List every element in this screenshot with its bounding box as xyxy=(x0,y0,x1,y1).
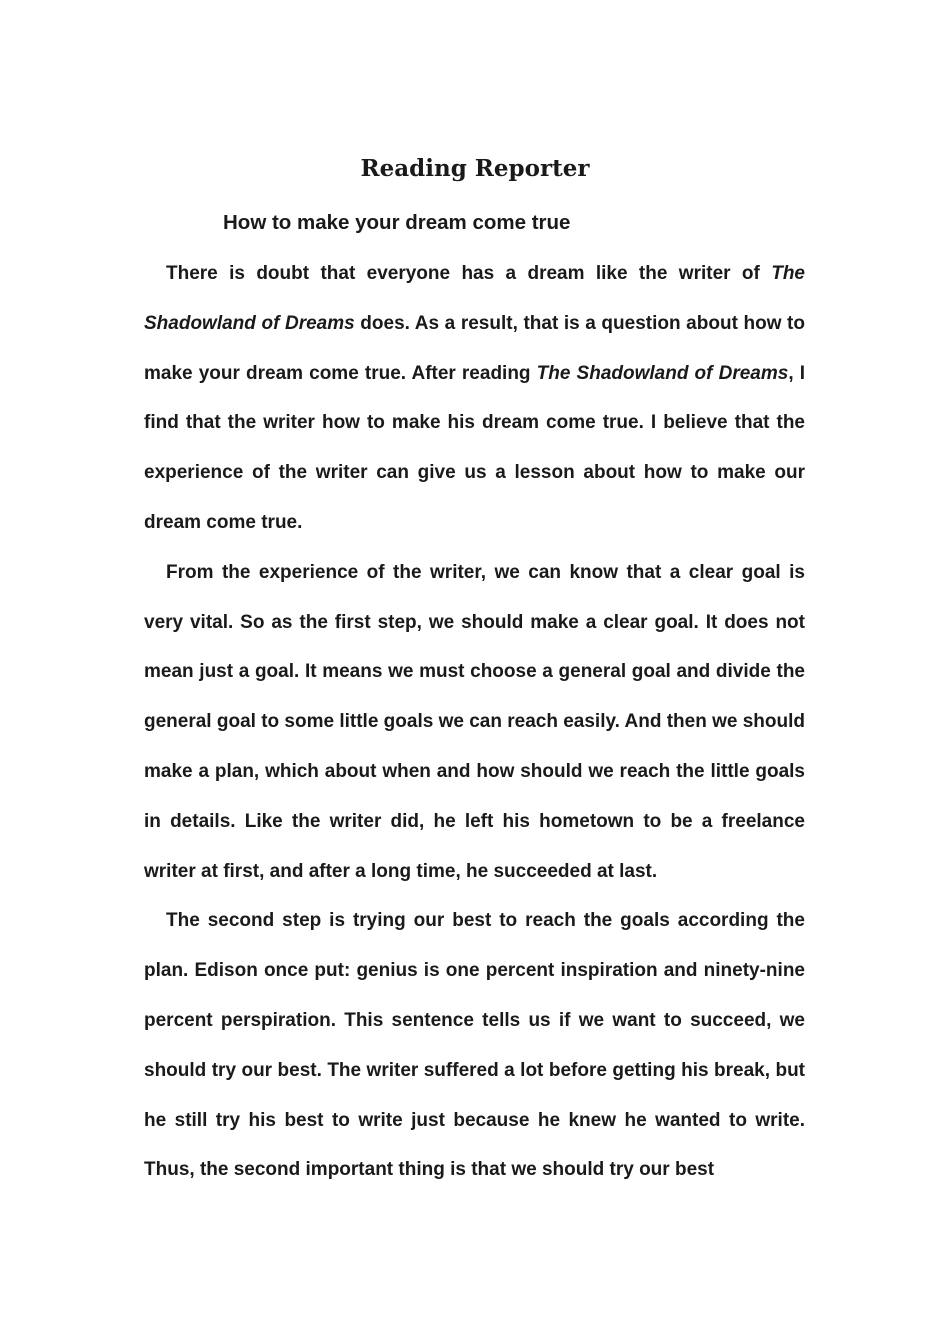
text-segment: The second step is trying our best to reach the goals according the plan. Edison once put: genius is one percent inspiration and ninety-nine percent perspiration. This sentence tells us if we want to succeed, we should try our best. The writer suffered a lot before getting his break, but he still try his best to write just because he knew he wanted to write. Thus, the second important thing is that we should try our best xyxy=(144,910,805,1181)
text-segment: , I find that the writer how to make his dream come true. I believe that the experience of the writer can give us a lesson about how to make our dream come true. xyxy=(144,362,805,533)
text-segment: From the experience of the writer, we can know that a clear goal is very vital. So as the first step, we should make a clear goal. It does not mean just a goal. It means we must choose a general goal and divide the general goal to some little goals we can reach easily. And then we should make a plan, which about when and how should we reach the little goals in details. Like the writer did, he left his hometown to be a freelance writer at first, and after a long time, he succeeded at last. xyxy=(144,561,805,882)
document-subtitle: How to make your dream come true xyxy=(223,211,571,234)
book-title-italic: The Shadowland of Dreams xyxy=(536,362,789,384)
paragraph-1 xyxy=(144,249,805,548)
text-segment: does. As a result, that is a question about how to make your dream come true. After reading xyxy=(144,312,805,384)
document-title: Reading Reporter xyxy=(360,155,590,182)
document-body xyxy=(144,249,805,1195)
paragraph-3 xyxy=(144,896,805,1195)
paragraph-2 xyxy=(144,548,805,897)
book-title-italic: The Shadowland of Dreams xyxy=(144,263,805,334)
text-segment: There is doubt that everyone has a dream like the writer of xyxy=(166,263,772,284)
